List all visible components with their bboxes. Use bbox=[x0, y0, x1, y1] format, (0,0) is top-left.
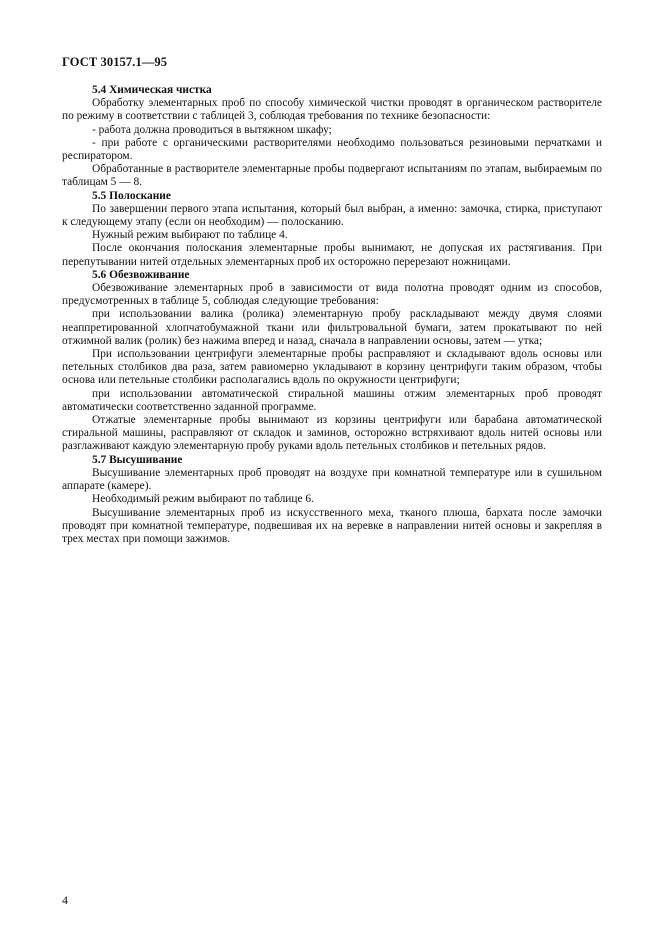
paragraph: Необходимый режим выбирают по таблице 6. bbox=[92, 493, 314, 506]
paragraph: Отжатые элементарные пробы вынимают из корзины центрифуги или барабана автоматической стиральной машины, расправляют от складок и заминов, осторожно встряхивают вдоль нитей основы или разглаживают каждую элементарную пробу руками вдоль петельных столбиков и петельных рядов. bbox=[62, 414, 602, 453]
section-heading-5-6: 5.6 Обезвоживание bbox=[92, 268, 190, 281]
paragraph: при использовании автоматической стиральной машины отжим элементарных проб проводят автоматически соответственно заданной программе. bbox=[62, 387, 602, 413]
paragraph: Обработку элементарных проб по способу химической чистки проводят в органическом растворителе по режиму в соответствии с таблицей 3, соблюдая требования по технике безопасности: bbox=[62, 97, 602, 123]
paragraph: при использовании валика (ролика) элементарную пробу раскладывают между двумя слоями неаппретированной хлопчатобумажной ткани или фильтровальной бумаги, затем прокатывают по ней отжимной валик (ролик) без нажима вперед и назад, сначала в направлении основы, затем — утка; bbox=[62, 308, 602, 347]
paragraph: Обработанные в растворителе элементарные пробы подвергают испытаниям по этапам, выбираемым по таблицам 5 — 8. bbox=[62, 163, 602, 189]
list-item: - работа должна проводиться в вытяжном шкафу; bbox=[92, 123, 332, 136]
page-number: 4 bbox=[62, 893, 68, 907]
paragraph: Обезвоживание элементарных проб в зависимости от вида полотна проводят одним из способов, предусмотренных в таблице 5, соблюдая следующие требования: bbox=[62, 282, 602, 308]
paragraph: Высушивание элементарных проб проводят на воздухе при комнатной температуре или в сушильном аппарате (камере). bbox=[62, 466, 602, 493]
document-header: ГОСТ 30157.1—95 bbox=[62, 55, 168, 69]
list-item: - при работе с органическими растворителями необходимо пользоваться резиновыми перчатками и респиратором. bbox=[62, 136, 602, 163]
paragraph: При использовании центрифуги элементарные пробы расправляют и складывают вдоль основы или петельных столбиков два раза, затем равиомерно укладывают в корзину центрифуги таким образом, чтобы основа или петельные столбики располагались вдоль по окружности центрифуги; bbox=[62, 348, 602, 387]
paragraph: По завершении первого этапа испытания, который был выбран, а именно: замочка, стирка, приступают к следующему этапу (если он необходим) — полосканию. bbox=[62, 202, 602, 229]
paragraph: После окончания полоскания элементарные пробы вынимают, не допуская их растягивания. При перепутывании нитей отдельных элементарных проб их осторожно перерезают ножницами. bbox=[62, 242, 602, 268]
paragraph: Нужный режим выбирают по таблице 4. bbox=[92, 229, 288, 242]
section-heading-5-7: 5.7 Высушивание bbox=[92, 453, 183, 466]
document-body bbox=[62, 84, 602, 546]
section-heading-5-5: 5.5 Полоскание bbox=[92, 189, 171, 202]
paragraph: Высушивание элементарных проб из искусственного меха, тканого плюша, бархата после замочки проводят при комнатной температуре, подвешивая их на веревке в направлении нитей основы и закрепляя в трех местах при помощи зажимов. bbox=[62, 506, 602, 545]
section-heading-5-4: 5.4 Химическая чистка bbox=[92, 84, 212, 96]
